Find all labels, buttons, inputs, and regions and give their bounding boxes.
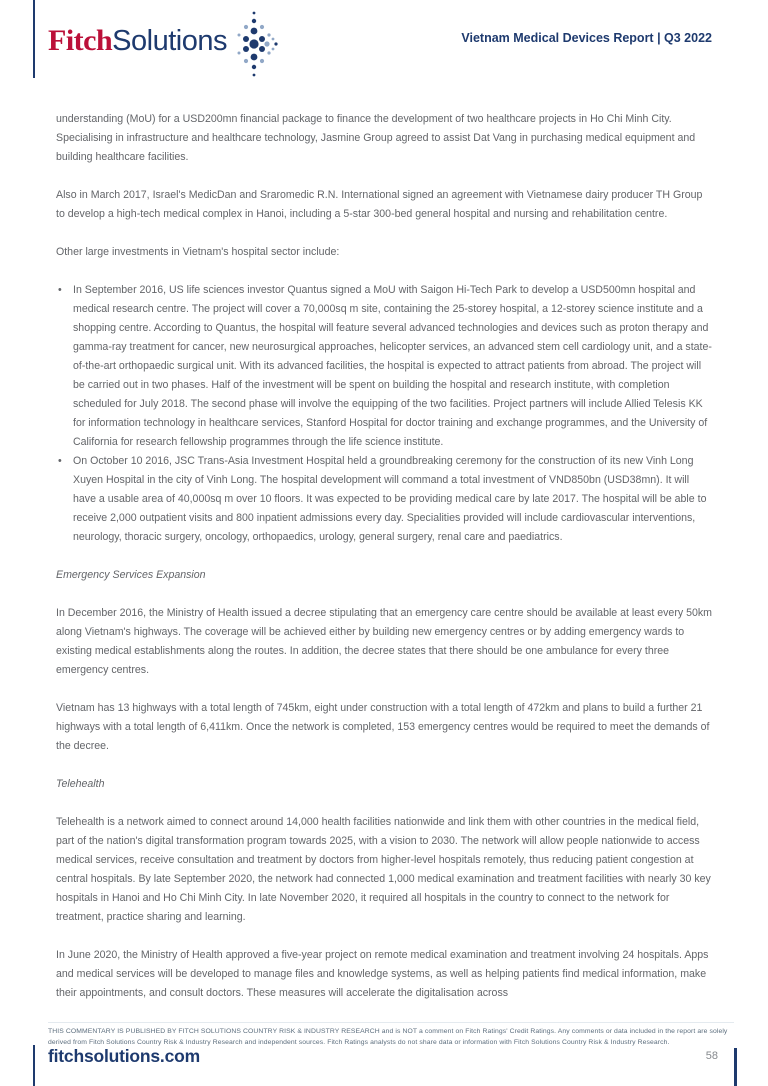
- heading-emergency-services: Emergency Services Expansion: [56, 569, 206, 581]
- paragraph-list-intro: Other large investments in Vietnam's hospital sector include:: [56, 246, 340, 258]
- logo-starburst-icon: [229, 9, 281, 79]
- footer-left-accent-rule: [33, 1045, 35, 1086]
- logo-fitch-text: Fitch: [48, 24, 113, 57]
- paragraph-mou: understanding (MoU) for a USD200mn financial package to finance the development of two healthcare projects in Ho Chi Minh City. Specialising in infrastructure and healthcare technology, Jasmine Group agreed to assist Dat Vang in purchasing medical equipment and building healthcare facilities.: [56, 113, 696, 163]
- footer-bar: [48, 1044, 718, 1068]
- list-item-quantus: • In September 2016, US life sciences investor Quantus signed a MoU with Saigon Hi-Tech Park to develop a USD500mn hospital and medical research centre. The project will cover a 70,000sq m site, containing the 25-storey hospital, a 12-storey science institute and a shopping centre. According to Quantus, the hospital will feature several advanced technologies and devices such as proton therapy and gamma-ray treatment for cancer, new neurosurgical approaches, helicopter services, an advanced stem cell cardiology unit, and a state-of-the-art orthopaedic surgical unit. With its advanced facilities, the hospital is expected to attract patients from abroad. The project will be carried out in two phases. Half of the investment will be spent on building the hospital and research institute, with completion scheduled for July 2018. The second phase will involve the equipping of the two facilities. Project partners will include Allied Telesis KK for information technology in healthcare services, Stanford Hospital for doctor training and exchange programmes, and the University of California for research fellowship programmes through the life science institute.: [58, 281, 712, 452]
- footer-divider: [48, 1022, 734, 1023]
- paragraph-telehealth: Telehealth is a network aimed to connect around 14,000 health facilities nationwide and link them with other countries in the medical field, part of the nation's digital transformation program towards 2025, with a vision to 2030. The network will allow people nationwide to access medical services, receive consultation and treatment by doctors from higher-level hospitals remotely, thus reducing patient congestion at central hospitals. By late September 2020, the network had connected 1,000 medical examination and treatment facilities with nearly 30 key hospitals in Hanoi and Ho Chi Minh City. In late November 2020, it required all hospitals in the country to connect to the network for treatment, practice sharing and learning.: [56, 816, 711, 923]
- footer-right-accent-rule: [734, 1048, 737, 1086]
- paragraph-highways: Vietnam has 13 highways with a total length of 745km, eight under construction with a total length of 472km and plans to build a further 21 highways with a total length of 6,411km. Once the network is completed, 153 emergency centres would be required to meet the demands of the decree.: [56, 702, 710, 752]
- document-body: [56, 110, 712, 1003]
- disclaimer-text: THIS COMMENTARY IS PUBLISHED BY FITCH SOLUTIONS COUNTRY RISK & INDUSTRY RESEARCH and is NOT a comment on Fitch Ratings' Credit Ratings. Any comments or data included in the report are solely derived from Fitch Solutions Country Risk & Industry Research and independent sources. Fitch Ratings analysts do not share data or information with Fitch Solutions Country Risk & Industry Research.: [48, 1028, 728, 1046]
- paragraph-decree: In December 2016, the Ministry of Health issued a decree stipulating that an emergency care centre should be available at least every 50km along Vietnam's highways. The coverage will be achieved either by building new emergency centres or by adding emergency wards to existing medical establishments along the routes. In addition, the decree states that there should be one ambulance for every three emergency centres.: [56, 607, 712, 676]
- investment-bullet-list: [58, 281, 712, 547]
- heading-telehealth: Telehealth: [56, 778, 105, 790]
- paragraph-june-2020: In June 2020, the Ministry of Health approved a five-year project on remote medical examination and treatment involving 24 hospitals. Apps and medical services will be developed to manage files and knowledge systems, as well as helping patients find medical information, make their appointments, and consult doctors. These measures will accelerate the digitalisation across: [56, 949, 709, 999]
- page-number: 58: [705, 1050, 718, 1062]
- fitch-solutions-logo: [48, 16, 281, 66]
- logo-solutions-text: Solutions: [112, 24, 227, 57]
- paragraph-medicdan: Also in March 2017, Israel's MedicDan and Sraromedic R.N. International signed an agreement with Vietnamese dairy producer TH Group to develop a high-tech medical complex in Hanoi, including a 5-star 300-bed general hospital and nursing and rehabilitation centre.: [56, 189, 703, 220]
- report-title: Vietnam Medical Devices Report | Q3 2022: [461, 31, 712, 45]
- fitchsolutions-link[interactable]: fitchsolutions.com: [48, 1045, 200, 1066]
- list-item-trans-asia: • On October 10 2016, JSC Trans-Asia Investment Hospital held a groundbreaking ceremony for the construction of its new Vinh Long Xuyen Hospital in the city of Vinh Long. The hospital development will command a total investment of VND850bn (USD38mn). It will have a usable area of 40,000sq m over 10 floors. It was expected to be providing medical care by late 2017. The hospital will be able to receive 2,000 outpatient visits and 800 inpatient admissions every day. Specialities provided will include cardiovascular interventions, neurology, thoracic surgery, oncology, orthopaedics, urology, general surgery, renal care and paediatrics.: [58, 452, 712, 547]
- page-header: [0, 0, 768, 80]
